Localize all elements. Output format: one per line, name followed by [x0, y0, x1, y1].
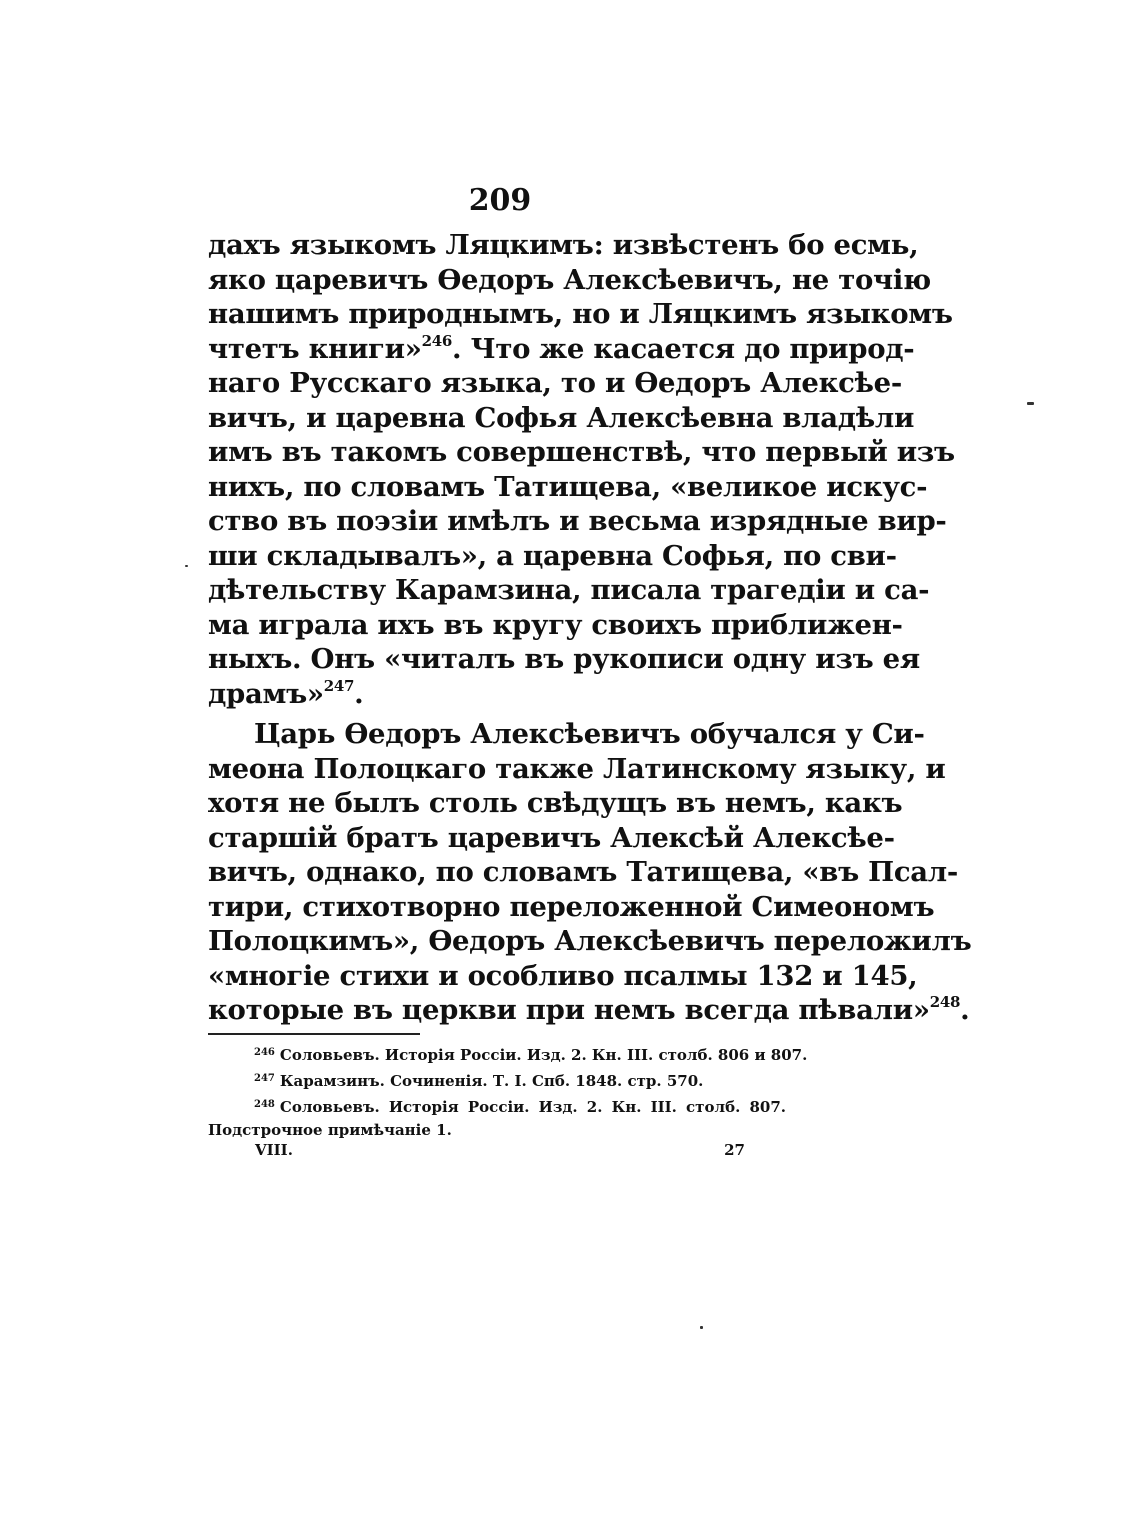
text-line: дѣтельству Карамзина, писала трагедіи и са- — [208, 574, 930, 606]
text-line: имъ въ такомъ совершенствѣ, что первый изъ — [208, 436, 955, 468]
signature-volume: VIII. — [255, 1141, 293, 1159]
footnote-number: 246 — [254, 1047, 275, 1058]
text-line: ныхъ. Онъ «читалъ въ рукописи одну изъ ея — [208, 643, 920, 675]
text-line: Царь Ѳедоръ Алексѣевичъ обучался у Си- — [254, 718, 925, 750]
footnote-247 — [208, 1067, 786, 1093]
text-fragment: которые въ церкви при немъ всегда пѣвали» — [208, 994, 930, 1026]
paper-speck — [1027, 402, 1034, 405]
text-line: дахъ языкомъ Ляцкимъ: извѣстенъ бо есмь, — [208, 229, 919, 261]
text-line: ши складывалъ», а царевна Софья, по сви- — [208, 539, 897, 572]
footnote-text: Соловьевъ. Исторія Россіи. Изд. 2. Кн. III. столб. 806 и 807. — [279, 1046, 808, 1064]
footnote-text: Соловьевъ. Исторія Россіи. Изд. 2. Кн. III. столб. 807. — [279, 1098, 786, 1116]
text-line — [208, 993, 970, 1028]
text-line: ма играла ихъ въ кругу своихъ приближен- — [208, 608, 903, 641]
paper-speck — [185, 565, 188, 567]
text-line: вичъ, однако, по словамъ Татищева, «въ Псал- — [208, 856, 958, 888]
text-line: нашимъ природнымъ, но и Ляцкимъ языкомъ — [208, 298, 953, 330]
footnote-ref-247: 247 — [323, 676, 355, 695]
text-line: тири, стихотворно переложенной Симеономъ — [208, 890, 935, 923]
text-fragment: драмъ» — [208, 677, 324, 710]
footnote-ref-246: 246 — [421, 331, 453, 350]
footnote-divider — [208, 1033, 420, 1035]
text-fragment: . — [960, 994, 970, 1026]
paper-speck — [700, 1326, 703, 1329]
page-number: 209 — [468, 183, 532, 218]
footnote-text: Карамзинъ. Сочиненія. Т. I. Спб. 1848. стр. 570. — [279, 1072, 704, 1090]
main-text — [208, 228, 972, 1028]
text-fragment: . — [354, 677, 364, 710]
text-line: яко царевичъ Ѳедоръ Алексѣевичъ, не точію — [208, 263, 931, 296]
text-line: вичъ, и царевна Софья Алексѣевна владѣли — [208, 401, 915, 434]
footnote-number: 247 — [254, 1073, 275, 1084]
footnote-ref-248: 248 — [929, 993, 961, 1011]
footnotes — [208, 1041, 808, 1142]
footnote-248 — [208, 1093, 786, 1119]
footnote-number: 248 — [254, 1099, 275, 1110]
footnote-246 — [208, 1041, 808, 1067]
text-line: нихъ, по словамъ Татищева, «великое искус- — [208, 470, 928, 503]
text-line — [208, 331, 915, 367]
text-fragment: чтетъ книги» — [208, 332, 422, 365]
text-line: «многіе стихи и особливо псалмы 132 и 145, — [208, 959, 918, 992]
text-fragment: . Что же касается до природ- — [452, 332, 915, 365]
signature-sheet: 27 — [724, 1141, 745, 1159]
text-line: хотя не былъ столь свѣдущъ въ немъ, какъ — [208, 787, 903, 819]
text-line: меона Полоцкаго также Латинскому языку, и — [208, 752, 946, 785]
text-line: старшій братъ царевичъ Алексѣй Алексѣе- — [208, 821, 895, 854]
text-line: ство въ поэзіи имѣлъ и весьма изрядные вир- — [208, 505, 947, 537]
text-line: Полоцкимъ», Ѳедоръ Алексѣевичъ переложилъ — [208, 925, 972, 957]
text-line: наго Русскаго языка, то и Ѳедоръ Алексѣе- — [208, 367, 902, 399]
text-line — [208, 677, 788, 712]
footnote-continuation: Подстрочное примѣчаніе 1. — [208, 1121, 452, 1139]
